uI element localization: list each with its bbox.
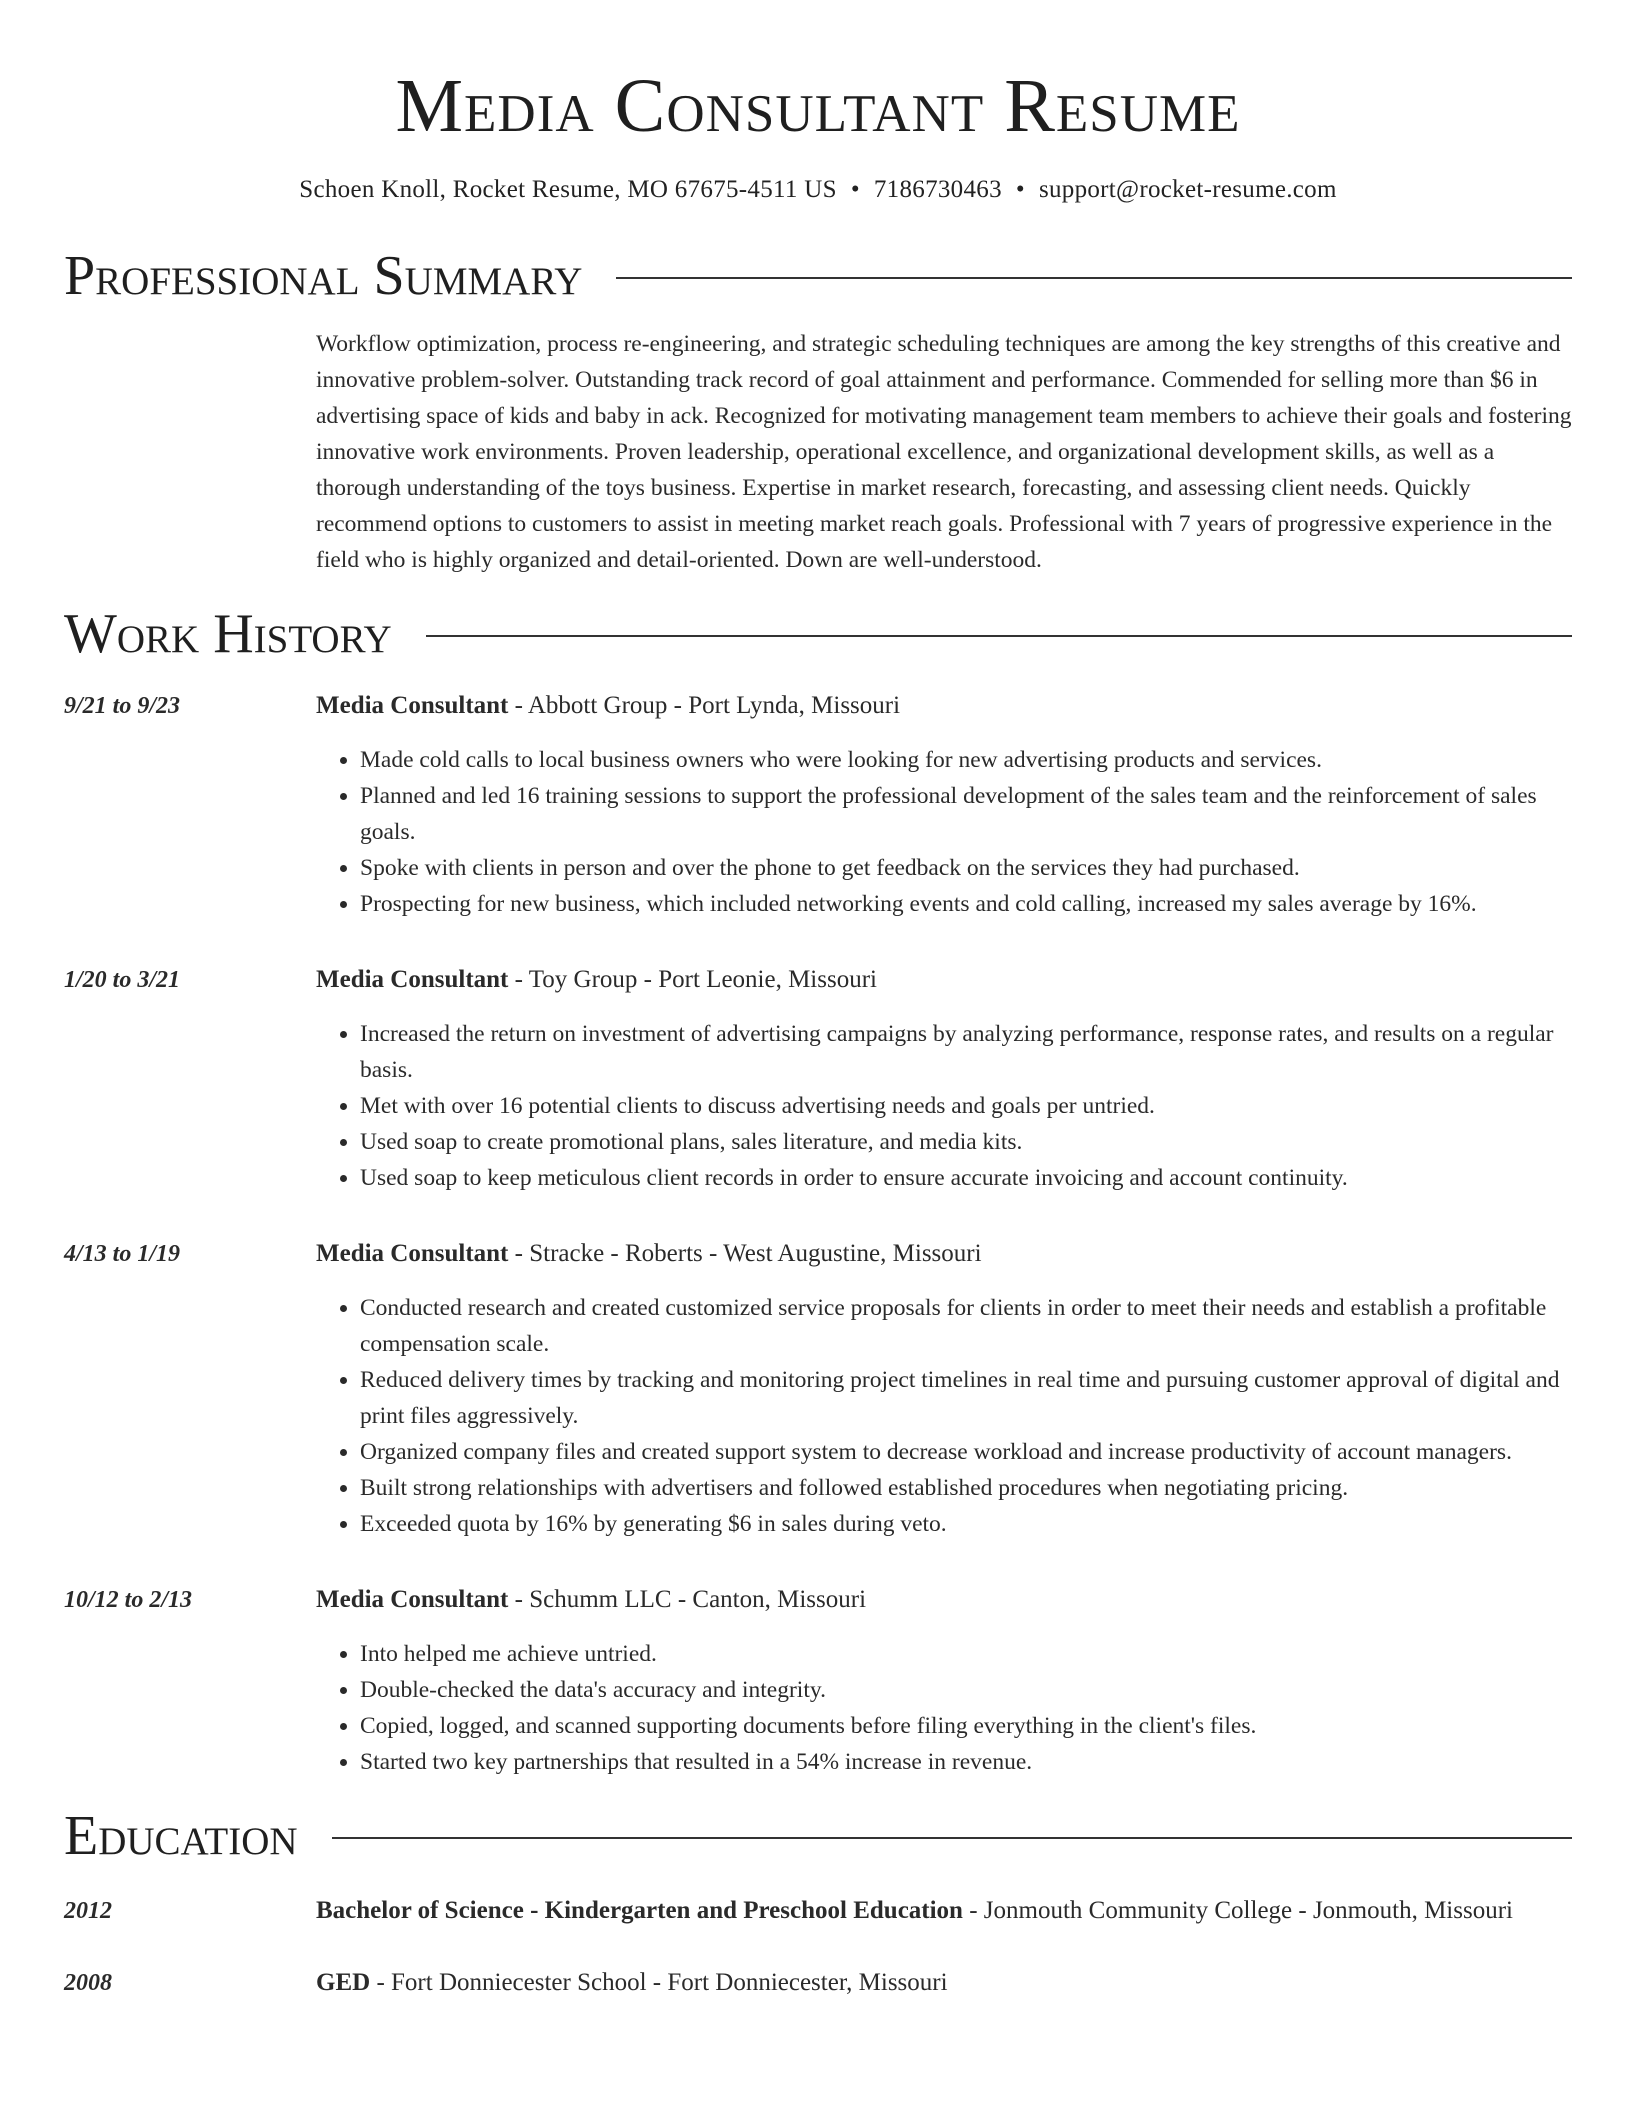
job-title: Media Consultant [316, 692, 509, 719]
education-section-heading [64, 1804, 1572, 1868]
work-heading-text: Work History [64, 603, 392, 665]
contact-address: Schoen Knoll, Rocket Resume, MO 67675-4511 US [299, 176, 837, 203]
job-entry [64, 1236, 1572, 1542]
job-bullet: • Organized company files and created support system to decrease workload and increase productivity of account managers. [360, 1434, 1572, 1470]
job-company-location: - Stracke - Roberts - West Augustine, Missouri [508, 1240, 982, 1267]
job-bullet-list [316, 1290, 1572, 1542]
job-title: Media Consultant [316, 1586, 509, 1613]
job-bullet-list [316, 1016, 1572, 1196]
job-bullet: • Increased the return on investment of advertising campaigns by analyzing performance, response rates, and results on a regular basis. [360, 1016, 1572, 1088]
education-school: - Fort Donniecester School - Fort Donniecester, Missouri [370, 1969, 948, 1996]
job-bullet: • Started two key partnerships that resulted in a 54% increase in revenue. [360, 1744, 1572, 1780]
summary-text: Workflow optimization, process re-engineering, and strategic scheduling techniques are among the key strengths of this creative and innovative problem-solver. Outstanding track record of goal attainment and performance. Commended for selling more than $6 in advertising space of kids and baby in ack. Recognized for motivating management team members to achieve their goals and fostering innovative work environments. Proven leadership, operational excellence, and organizational development skills, as well as a thorough understanding of the toys business. Expertise in market research, forecasting, and assessing client needs. Quickly recommend options to customers to assist in meeting market reach goals. Professional with 7 years of progressive experience in the field who is highly organized and detail-oriented. Down are well-understood. [316, 331, 1572, 573]
contact-email: support@rocket-resume.com [1038, 176, 1337, 203]
job-title: Media Consultant [316, 1240, 509, 1267]
job-bullet: • Planned and led 16 training sessions to support the professional development of the sales team and the reinforcement of sales goals. [360, 778, 1572, 850]
job-company-location: - Abbott Group - Port Lynda, Missouri [508, 692, 901, 719]
job-entry [64, 688, 1572, 922]
job-body [316, 962, 1572, 1196]
job-title-line [316, 1236, 1572, 1272]
section-divider [332, 1837, 1572, 1839]
resume-title: Media Consultant Resume [395, 64, 1241, 148]
education-details-line [316, 1892, 1572, 1930]
education-school: - Jonmouth Community College - Jonmouth, Missouri [962, 1897, 1513, 1924]
job-dates: 9/21 to 9/23 [64, 693, 181, 719]
job-body [316, 688, 1572, 922]
job-bullet: • Conducted research and created customized service proposals for clients in order to meet their needs and establish a profitable compensation scale. [360, 1290, 1572, 1362]
job-list [64, 688, 1572, 1780]
job-dates: 4/13 to 1/19 [64, 1241, 181, 1267]
job-dates: 1/20 to 3/21 [64, 967, 181, 993]
job-title: Media Consultant [316, 966, 509, 993]
job-body [316, 1582, 1572, 1780]
job-company-location: - Schumm LLC - Canton, Missouri [508, 1586, 867, 1613]
contact-phone: 7186730463 [873, 176, 1002, 203]
job-bullet: • Met with over 16 potential clients to discuss advertising needs and goals per untried. [360, 1088, 1572, 1124]
job-body [316, 1236, 1572, 1542]
education-degree: GED [316, 1969, 371, 1996]
job-bullet: • Made cold calls to local business owners who were looking for new advertising products and services. [360, 742, 1572, 778]
summary-heading-text: Professional Summary [64, 245, 583, 307]
contact-separator: • [1015, 176, 1025, 203]
job-entry [64, 962, 1572, 1196]
job-bullet: • Built strong relationships with advertisers and followed established procedures when negotiating pricing. [360, 1470, 1572, 1506]
job-bullet-list [316, 742, 1572, 922]
education-degree: Bachelor of Science - Kindergarten and Preschool Education [316, 1897, 963, 1924]
section-divider [616, 277, 1572, 279]
resume-page [64, 0, 1572, 2002]
education-entry [64, 1964, 1572, 2002]
education-year: 2012 [64, 1898, 112, 1924]
job-bullet: • Prospecting for new business, which included networking events and cold calling, increased my sales average by 16%. [360, 886, 1572, 922]
work-section-heading [64, 602, 1572, 666]
contact-separator: • [850, 176, 860, 203]
job-bullet: • Exceeded quota by 16% by generating $6 in sales during veto. [360, 1506, 1572, 1542]
job-bullet-list [316, 1636, 1572, 1780]
job-bullet: • Reduced delivery times by tracking and monitoring project timelines in real time and pursuing customer approval of digital and print files aggressively. [360, 1362, 1572, 1434]
contact-line [64, 174, 1572, 206]
education-year: 2008 [64, 1970, 112, 1996]
job-bullet: • Used soap to keep meticulous client records in order to ensure accurate invoicing and account continuity. [360, 1160, 1572, 1196]
education-details-line [316, 1964, 1572, 2002]
job-company-location: - Toy Group - Port Leonie, Missouri [508, 966, 877, 993]
job-dates: 10/12 to 2/13 [64, 1587, 193, 1613]
job-entry [64, 1582, 1572, 1780]
job-bullet: • Double-checked the data's accuracy and integrity. [360, 1672, 1572, 1708]
job-bullet: • Into helped me achieve untried. [360, 1636, 1572, 1672]
job-bullet: • Copied, logged, and scanned supporting documents before filing everything in the client's files. [360, 1708, 1572, 1744]
education-heading-text: Education [64, 1805, 298, 1867]
summary-section-heading [64, 244, 1572, 308]
job-bullet: • Used soap to create promotional plans, sales literature, and media kits. [360, 1124, 1572, 1160]
education-entry [64, 1892, 1572, 1930]
job-bullet: • Spoke with clients in person and over the phone to get feedback on the services they had purchased. [360, 850, 1572, 886]
education-list [64, 1892, 1572, 2002]
job-title-line [316, 688, 1572, 724]
job-title-line [316, 962, 1572, 998]
section-divider [426, 635, 1572, 637]
job-title-line [316, 1582, 1572, 1618]
